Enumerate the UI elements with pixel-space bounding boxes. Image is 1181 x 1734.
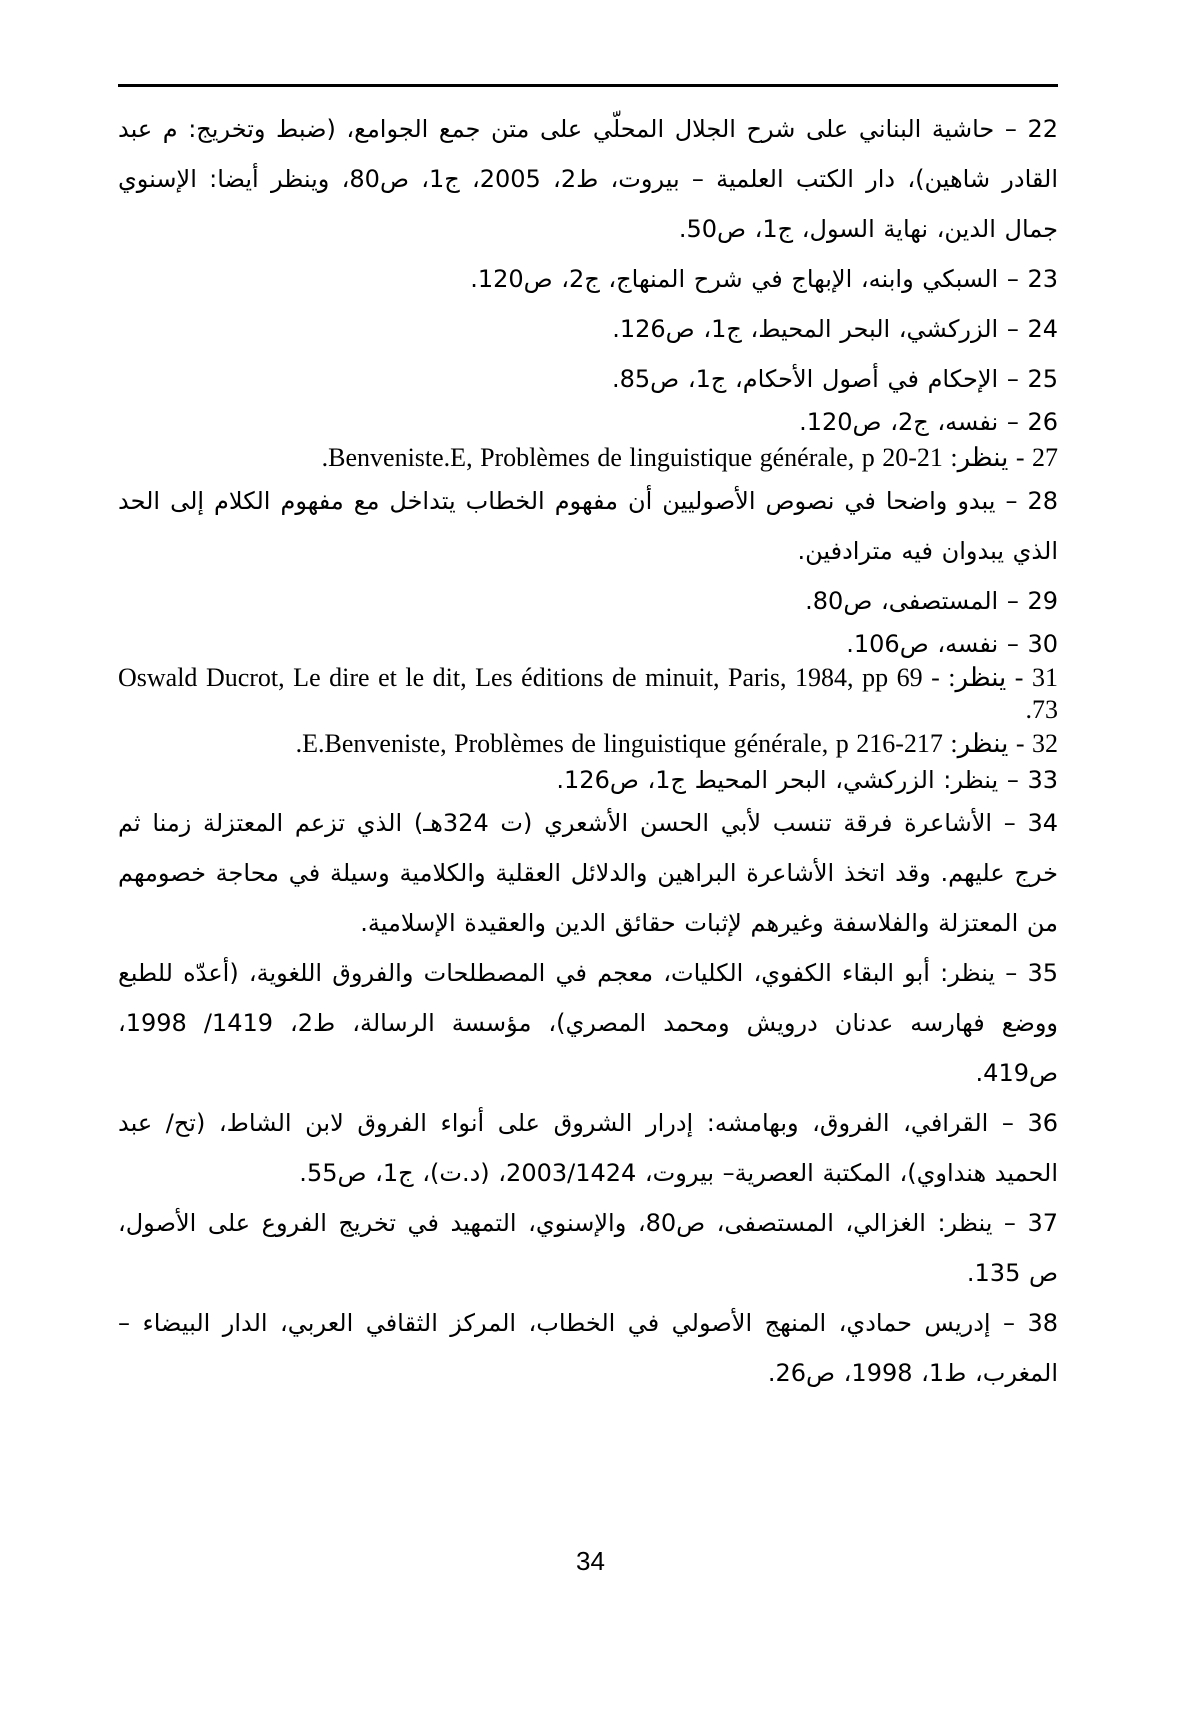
footnote-29: 29 – المستصفى، ص80. <box>805 587 1058 615</box>
footnote-37: 37 – ينظر: الغزالي، المستصفى، ص80، والإسنوي، التمهيد في تخريج الفروع على الأصول، ص 135. <box>118 1209 1058 1287</box>
footnote-22: 22 – حاشية البناني على شرح الجلال المحلّي على متن جمع الجوامع، (ضبط وتخريج: م عبد القادر شاهين)، دار الكتب العلمية – بيروت، ط2، 2005، ج1، ص80، وينظر أيضا: الإسنوي جمال الدين، نهاية السول، ج1، ص50. <box>118 115 1059 243</box>
footnote-38: 38 – إدريس حمادي، المنهج الأصولي في الخطاب، المركز الثقافي العربي، الدار البيضاء – المغرب، ط1، 1998، ص26. <box>118 1309 1058 1387</box>
footnote-26: 26 – نفسه، ج2، ص120. <box>799 408 1058 436</box>
footnote-24: 24 – الزركشي، البحر المحيط، ج1، ص126. <box>612 315 1058 343</box>
footnote-35: 35 – ينظر: أبو البقاء الكفوي، الكليات، معجم في المصطلحات والفروق اللغوية، (أعدّه للطبع ووضع فهارسه عدنان درويش ومحمد المصري)، مؤسسة الرسالة، ط2، 1419/ 1998، ص419. <box>118 959 1059 1087</box>
footnote-25: 25 – الإحكام في أصول الأحكام، ج1، ص85. <box>611 365 1058 393</box>
footnote-31: 31 - ينظر: Oswald Ducrot, Le dire et le dit, Les éditions de minuit, Paris, 1984, pp 69 - 73. <box>118 663 1058 724</box>
footnote-36: 36 – القرافي، الفروق، وبهامشه: إدرار الشروق على أنواء الفروق لابن الشاط، (تح/ عبد الحميد هنداوي)، المكتبة العصرية– بيروت، 2003/1424، (د.ت)، ج1، ص55. <box>118 1109 1058 1187</box>
footnote-34: 34 – الأشاعرة فرقة تنسب لأبي الحسن الأشعري (ت 324هـ) الذي تزعم المعتزلة زمنا ثم خرج عليهم. وقد اتخذ الأشاعرة البراهين والدلائل العقلية والكلامية وسيلة في محاجة خصومهم من المعتزلة والفلاسفة وغيرهم لإثبات حقائق الدين والعقيدة الإسلامية. <box>118 809 1059 937</box>
footnote-28: 28 – يبدو واضحا في نصوص الأصوليين أن مفهوم الخطاب يتداخل مع مفهوم الكلام إلى الحد الذي يبدوان فيه مترادفين. <box>118 487 1058 565</box>
footnote-27: 27 - ينظر: Benveniste.E, Problèmes de linguistique générale, p 20-21. <box>321 443 1058 472</box>
top-rule-divider <box>118 84 1058 87</box>
footnote-33: 33 – ينظر: الزركشي، البحر المحيط ج1، ص126. <box>556 766 1058 794</box>
footnote-32: 32 - ينظر: E.Benveniste, Problèmes de linguistique générale, p 216-217. <box>295 729 1058 758</box>
footnote-30: 30 – نفسه، ص106. <box>846 630 1058 658</box>
footnote-23: 23 – السبكي وابنه، الإبهاج في شرح المنهاج، ج2، ص120. <box>470 265 1058 293</box>
page-number: 34 <box>576 1546 605 1576</box>
footnotes-list <box>118 104 1058 1398</box>
